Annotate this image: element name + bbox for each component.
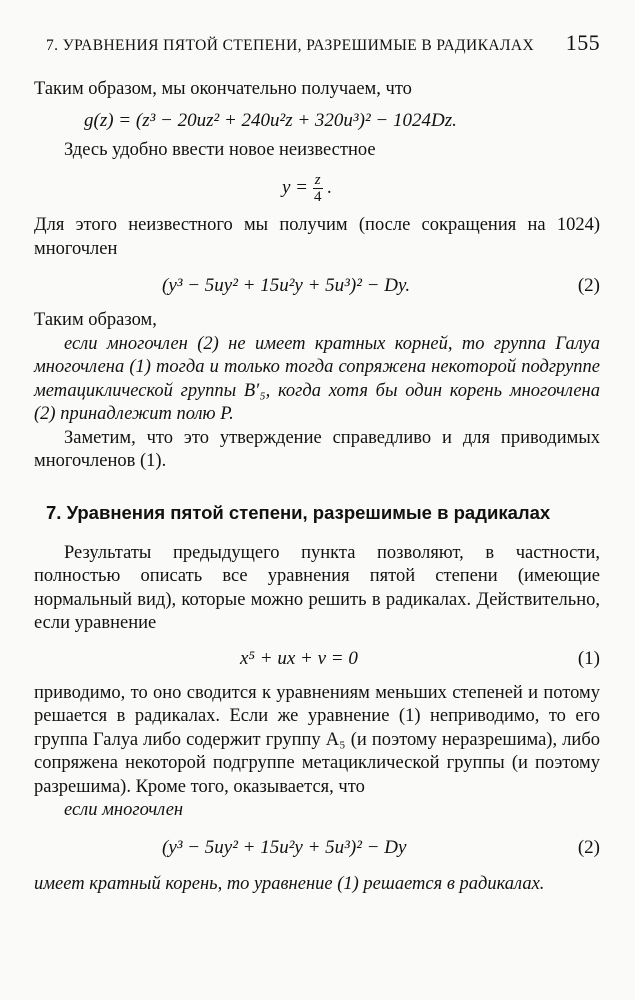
equation-y-lhs: y = — [282, 177, 313, 198]
page-number: 155 — [565, 30, 600, 55]
running-header-title: 7. УРАВНЕНИЯ ПЯТОЙ СТЕПЕНИ, РАЗРЕШИМЫЕ В РАДИКАЛАХ — [46, 37, 535, 54]
equation-2-body: (y³ − 5uy² + 15u²y + 5u³)² − Dy. — [162, 275, 411, 296]
paragraph-remark: Заметим, что это утверждение справедливо и для приводимых многочленов (1). — [34, 427, 600, 471]
equation-2-number: (2) — [577, 275, 600, 296]
equation-1-body: x⁵ + ux + v = 0 — [240, 647, 358, 669]
equation-2-repeat-body: (y³ − 5uy² + 15u²y + 5u³)² − Dy — [162, 836, 407, 858]
running-header — [46, 30, 600, 56]
fraction-denominator: 4 — [313, 189, 322, 206]
paragraph-intro: Таким образом, мы окончательно получаем, что — [34, 79, 412, 99]
equation-g — [34, 106, 600, 136]
theorem-statement: если многочлен (2) не имеет кратных корней, то группа Галуа многочлена (1) тогда и только тогда сопряжена некоторой подгруппе метациклической группы B′₅, когда хотя бы один корень многочлена (2) принадлежит полю P. — [34, 333, 600, 424]
equation-2-repeat-number: (2) — [577, 836, 600, 858]
equation-g-body: g(z) = (z³ − 20uz² + 240u²z + 320u³)² − 1024Dz. — [84, 109, 457, 131]
paragraph-thus: Таким образом, — [34, 310, 157, 330]
paragraph-results: Результаты предыдущего пункта позволяют, в частности, полностью описать все уравнения пятой степени (имеющие нормальный вид), которые можно решить в радикалах. Действительно, если уравнение — [34, 542, 600, 633]
equation-1-number: (1) — [577, 647, 600, 669]
paragraph-if-polynomial: если многочлен — [64, 800, 184, 820]
equation-2-repeat — [34, 833, 600, 863]
equation-y-period: . — [327, 177, 333, 198]
paragraph-reducible: приводимо, то оно сводится к уравнениям меньших степеней и потому решается в радикалах. Если же уравнение (1) неприводимо, то его группа Галуа либо содержит группу A₅ (и поэтому неразрешима), либо сопряжена некоторой подгруппе метациклической группы (и поэтому разрешима). Кроме того, оказывается, что — [34, 682, 600, 797]
fraction-z-over-4 — [313, 172, 323, 205]
equation-y — [34, 168, 600, 208]
fraction-numerator: z — [314, 172, 321, 189]
equation-2 — [34, 271, 600, 301]
section-heading: 7. Уравнения пятой степени, разрешимые в радикалах — [46, 501, 551, 523]
paragraph-new-unknown: Здесь удобно ввести новое неизвестное — [64, 139, 376, 160]
equation-1 — [34, 644, 600, 674]
book-page — [34, 30, 600, 896]
paragraph-conclusion: имеет кратный корень, то уравнение (1) решается в радикалах. — [34, 873, 545, 894]
paragraph-polynomial: Для этого неизвестного мы получим (после сокращения на 1024) многочлен — [34, 215, 600, 259]
